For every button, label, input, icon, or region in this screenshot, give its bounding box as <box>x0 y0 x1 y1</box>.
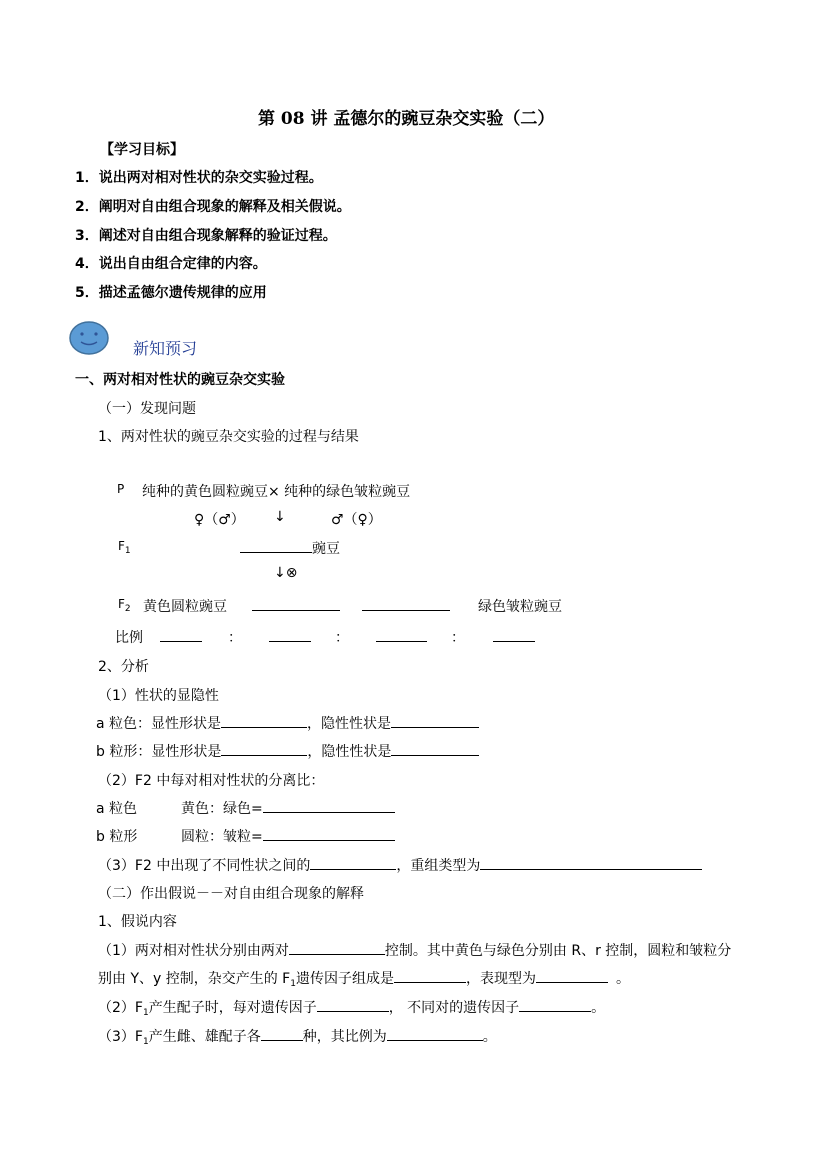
seed-color-row: a 粒色：显性形状是 ，隐性性状是 <box>96 713 479 733</box>
dominant-shape-blank[interactable] <box>221 741 307 756</box>
shape-ratio-blank[interactable] <box>263 826 395 841</box>
analysis-q1: （1）性状的显隐性 <box>98 688 219 704</box>
color-ratio-row: 黄色：绿色= <box>181 798 395 818</box>
hypothesis-2: $(2)F_1$产生配子时，每对遗传因子 ， 不同对的遗传因子 。 <box>98 997 605 1018</box>
preview-label: 新知预习 <box>133 339 198 358</box>
factor-blank[interactable] <box>289 940 385 955</box>
hypothesis-1-line-1: （1）两对相对性状分别由两对 控制。其中黄色与绿色分别由 R、r 控制，圆粒和皱粒分 <box>98 940 731 960</box>
ratio-blank[interactable] <box>160 627 202 642</box>
f1-phenotype-blank[interactable] <box>536 968 608 983</box>
selfing-icon: ↓⊗ <box>274 565 298 581</box>
dominant-color-blank[interactable] <box>221 713 307 728</box>
gamete-ratio-blank[interactable] <box>387 1026 483 1041</box>
smiley-icon <box>68 320 110 356</box>
f2-phenotype-blank[interactable] <box>362 596 450 611</box>
hypothesis-heading: 1、假说内容 <box>98 914 177 930</box>
subsection-heading: （二）作出假说－－对自由组合现象的解释 <box>98 886 364 902</box>
f2-green-wrinkled: 绿色皱粒豌豆 <box>478 599 562 615</box>
ratio-colon: ： <box>451 630 465 646</box>
objective-item: 2．阐明对自由组合现象的解释及相关假说。 <box>75 199 351 215</box>
male-female-symbol: ♂（♀） <box>331 512 382 528</box>
objective-item: 3．阐述对自由组合现象解释的验证过程。 <box>75 228 337 244</box>
recessive-shape-blank[interactable] <box>391 741 479 756</box>
hypothesis-1-line-2: 别由 Y、y 控制，杂交产生的 $F_1$遗传因子组成是 ，表现型为 。 <box>98 968 630 989</box>
analysis-heading: 2、分析 <box>98 659 149 675</box>
objective-item: 1．说出两对相对性状的杂交实验过程。 <box>75 170 323 186</box>
shape-ratio-label: b 粒形 <box>96 829 138 845</box>
p-label: P <box>117 482 125 496</box>
color-ratio-blank[interactable] <box>263 798 395 813</box>
item-heading: 1、两对性状的豌豆杂交实验的过程与结果 <box>98 429 359 445</box>
f1-label: $F_1$ <box>118 539 131 556</box>
objectives-heading: 【学习目标】 <box>100 142 184 158</box>
section-heading: 一、两对相对性状的豌豆杂交实验 <box>75 372 285 388</box>
gamete-type-count-blank[interactable] <box>261 1026 303 1041</box>
seed-shape-row: b 粒形：显性形状是 ，隐性性状是 <box>96 741 479 761</box>
ratio-blank[interactable] <box>269 627 311 642</box>
p-cross-text: 纯种的黄色圆粒豌豆× 纯种的绿色皱粒豌豆 <box>142 484 411 500</box>
f2-label: $F_2$ <box>118 597 131 614</box>
f2-yellow-round: 黄色圆粒豌豆 <box>143 599 227 615</box>
down-arrow-icon: ↓ <box>274 509 286 525</box>
ratio-blank[interactable] <box>376 627 427 642</box>
page-title: 第 08 讲 孟德尔的豌豆杂交实验（二） <box>258 109 555 129</box>
subsection-heading: （一）发现问题 <box>98 401 196 417</box>
hypothesis-3: $(3)F_1$产生雌、雄配子各 种，其比例为 。 <box>98 1026 497 1047</box>
f1-genotype-blank[interactable] <box>240 538 312 553</box>
ratio-colon: ： <box>228 630 242 646</box>
independent-assortment-blank[interactable] <box>519 997 591 1012</box>
f2-phenotype-blank[interactable] <box>252 596 340 611</box>
segregation-blank[interactable] <box>317 997 389 1012</box>
objective-item: 4．说出自由组合定律的内容。 <box>75 256 267 272</box>
objective-item: 5．描述孟德尔遗传规律的应用 <box>75 285 267 301</box>
recombination-blank[interactable] <box>310 855 396 870</box>
recombinant-type-blank[interactable] <box>480 855 702 870</box>
shape-ratio-row: 圆粒：皱粒= <box>181 826 395 846</box>
analysis-q2: （2）F2 中每对相对性状的分离比： <box>98 773 325 789</box>
f1-genotype-composition-blank[interactable] <box>394 968 466 983</box>
f1-row: 豌豆 <box>240 538 340 558</box>
ratio-label: 比例 <box>115 630 143 646</box>
ratio-blank[interactable] <box>493 627 535 642</box>
ratio-colon: ： <box>335 630 349 646</box>
color-ratio-label: a 粒色 <box>96 801 138 817</box>
recessive-color-blank[interactable] <box>391 713 479 728</box>
analysis-q3: （3）F2 中出现了不同性状之间的 ，重组类型为 <box>98 855 702 875</box>
female-male-symbol: ♀（♂） <box>194 512 245 528</box>
